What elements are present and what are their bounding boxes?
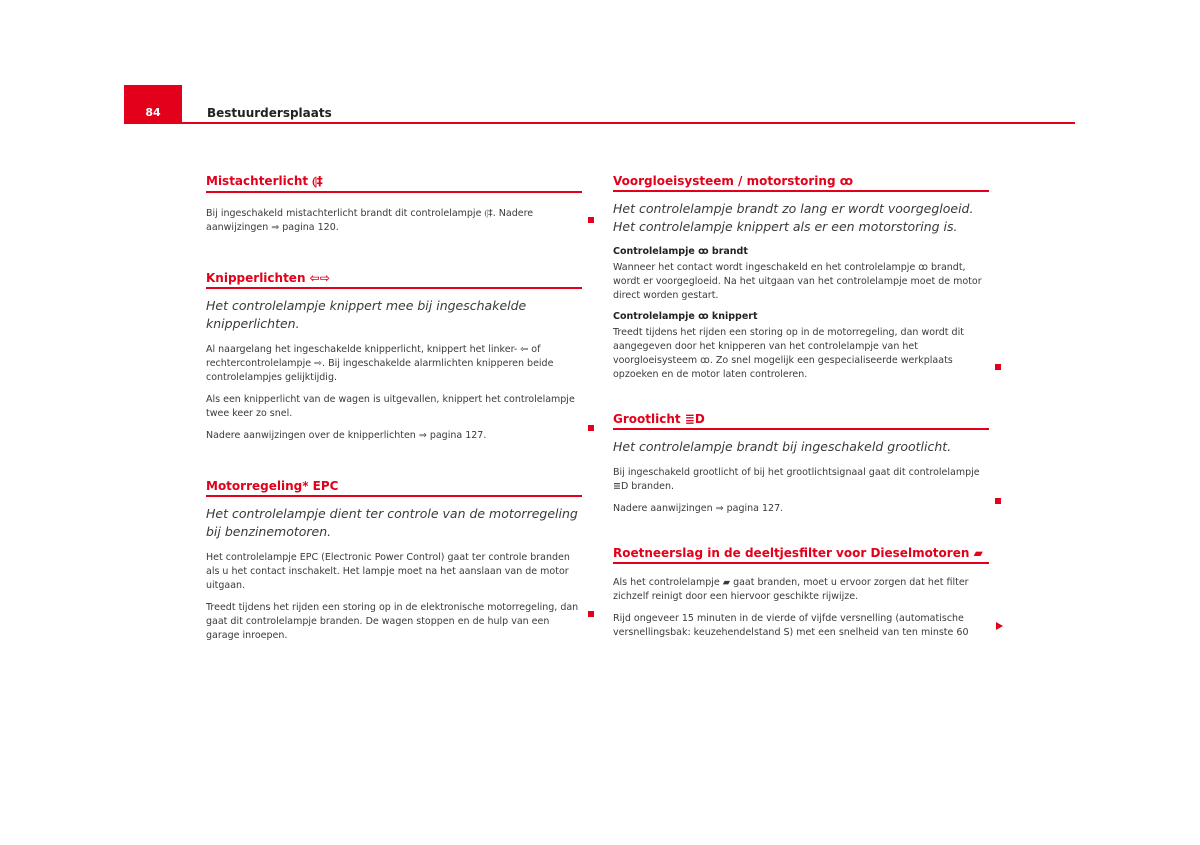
section-title: Voorgloeisysteem / motorstoring ꝏ bbox=[613, 174, 989, 192]
section-title: Motorregeling* EPC bbox=[206, 479, 582, 497]
section-grootlicht bbox=[613, 412, 989, 516]
continue-arrow-icon bbox=[996, 622, 1003, 630]
section-motorregeling bbox=[206, 479, 582, 643]
section-voorgloeisysteem bbox=[613, 174, 989, 382]
end-marker bbox=[588, 425, 594, 431]
lead-text: Het controlelampje brandt bij ingeschakeld grootlicht. bbox=[613, 439, 952, 454]
page-number-tab bbox=[124, 85, 182, 123]
section-title: Grootlicht ≣D bbox=[613, 412, 989, 430]
lead-text: Het controlelampje brandt zo lang er wordt voorgegloeid. Het controlelampje knippert als er een motorstoring is. bbox=[613, 201, 974, 234]
paragraph: Bij ingeschakeld grootlicht of bij het grootlichtsignaal gaat dit controlelampje ≣D branden. bbox=[613, 467, 980, 492]
lead-text: Het controlelampje knippert mee bij ingeschakelde knipperlichten. bbox=[206, 298, 527, 331]
subheading: Controlelampje ꝏ brandt bbox=[613, 246, 748, 257]
paragraph: Treedt tijdens het rijden een storing op in de motorregeling, dan wordt dit aangegeven door het knipperen van het controlelampje van het voorgloeisysteem ꝏ. Zo snel mogelijk een gespecialiseerde werkplaats opzoeken en de motor laten controleren. bbox=[613, 327, 964, 380]
paragraph: Het controlelampje EPC (Electronic Power Control) gaat ter controle branden als u het contact inschakelt. Het lampje moet na het aanslaan van de motor uitgaan. bbox=[206, 552, 570, 591]
left-column bbox=[206, 174, 582, 651]
paragraph: Nadere aanwijzingen ⇒ pagina 127. bbox=[613, 503, 784, 514]
paragraph: Als een knipperlicht van de wagen is uitgevallen, knippert het controlelampje twee keer zo snel. bbox=[206, 394, 575, 419]
lead-text: Het controlelampje dient ter controle van de motorregeling bij benzinemotoren. bbox=[206, 506, 578, 539]
page-number: 84 bbox=[145, 106, 161, 119]
paragraph: Al naargelang het ingeschakelde knipperlicht, knippert het linker- ⇦ of rechtercontrolelampje ⇨. Bij ingeschakelde alarmlichten knipperen beide controlelampjes gelijktijdig. bbox=[206, 344, 554, 383]
paragraph: Rijd ongeveer 15 minuten in de vierde of vijfde versnelling (automatische versnellingsbak: keuzehendelstand S) met een snelheid van ten minste 60 bbox=[613, 613, 969, 638]
paragraph: Bij ingeschakeld mistachterlicht brandt dit controlelampje ⦇‡. Nadere aanwijzingen ⇒ pagina 120. bbox=[206, 208, 534, 233]
paragraph: Als het controlelampje ▰ gaat branden, moet u ervoor zorgen dat het filter zichzelf reinigt door een hiervoor geschikte rijwijze. bbox=[613, 577, 969, 602]
end-marker bbox=[995, 364, 1001, 370]
subheading: Controlelampje ꝏ knippert bbox=[613, 311, 758, 322]
paragraph: Wanneer het contact wordt ingeschakeld en het controlelampje ꝏ brandt, wordt er voorgegloeid. Na het uitgaan van het controlelampje moet de motor direct worden gestart. bbox=[613, 262, 982, 301]
end-marker bbox=[588, 217, 594, 223]
section-roetneerslag bbox=[613, 546, 989, 640]
paragraph: Nadere aanwijzingen over de knipperlichten ⇒ pagina 127. bbox=[206, 430, 487, 441]
section-title: Mistachterlicht ⦇‡ bbox=[206, 174, 582, 193]
paragraph: Treedt tijdens het rijden een storing op in de elektronische motorregeling, dan gaat dit controlelampje branden. De wagen stoppen en de hulp van een garage inroepen. bbox=[206, 602, 579, 641]
section-mistachterlicht bbox=[206, 174, 582, 235]
section-knipperlichten bbox=[206, 271, 582, 443]
header-divider bbox=[124, 122, 1075, 124]
section-title: Roetneerslag in de deeltjesfilter voor Dieselmotoren ▰ bbox=[613, 546, 989, 564]
right-column bbox=[613, 174, 989, 648]
section-title: Knipperlichten ⇦⇨ bbox=[206, 271, 582, 289]
chapter-title: Bestuurdersplaats bbox=[207, 106, 332, 120]
end-marker bbox=[995, 498, 1001, 504]
end-marker bbox=[588, 611, 594, 617]
